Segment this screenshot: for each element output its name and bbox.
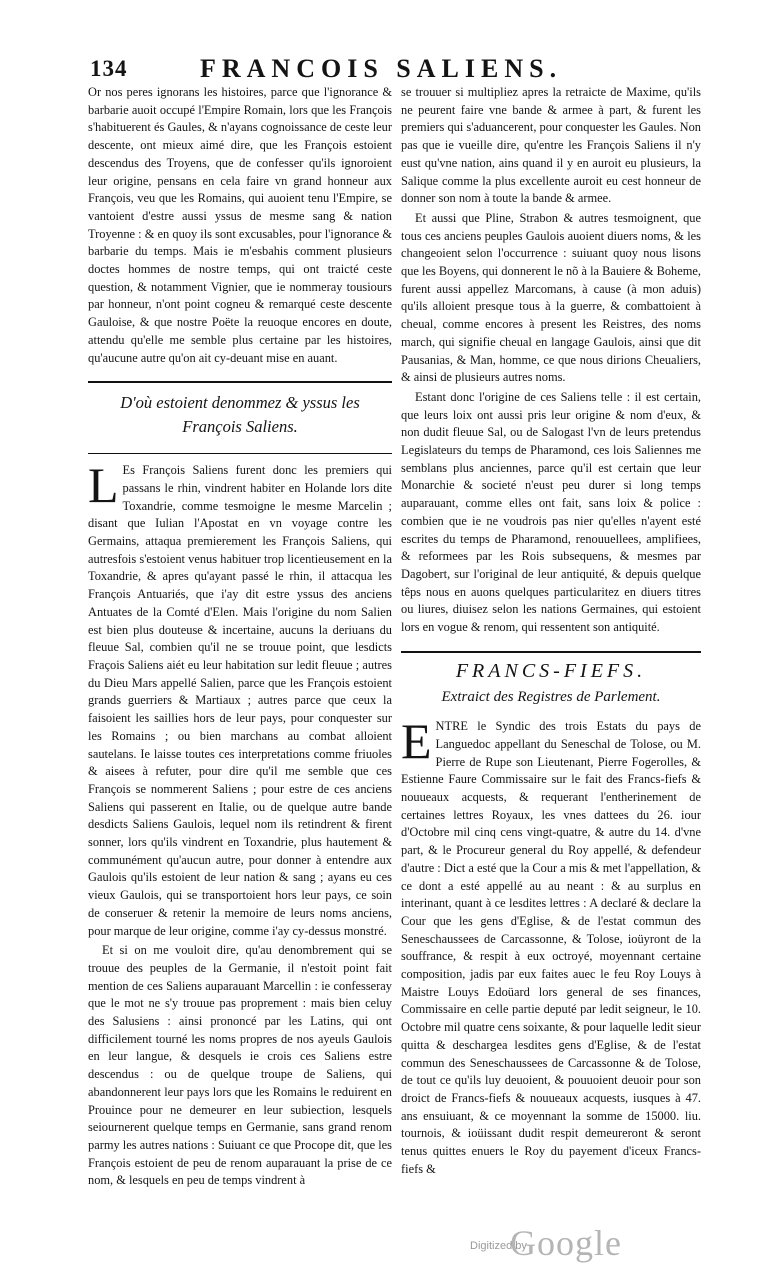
intro-paragraph: Or nos peres ignorans les histoires, parce que l'ignorance & barbarie auoit occupé l'Empire Romain, lors que les François s'habituerent és Gaules, & n'ayans cognoissance de ceste leur descente, ont mieux aimé dire, que les François estoient descendus des Troyens, que de confesser qu'ils ignoroient leur origine, pensans en cela faire vn grand honneur aux François, veu que les Romains, qui auoient tenu l'Empire, se vantoient d'estre aussi yssus de mesme sang & nation Troyenne : & en quoy ils sont excusables, pour l'ignorance & barbarie du temps. Mais ie m'esbahis comment plusieurs doctes hommes de nostre temps, qui ont traicté ceste question, & notamment Vignier, que ie nommeray tousiours par honneur, n'ont point cogneu & remarqué ceste descente Gauloise, & que nostre Poëte la reuoque encores en doute, attendu qu'elle me semble plus certaine par les histoires, qu'aucune autre qu'on ait cy-deuant mise en auant. <box>88 85 392 365</box>
section-divider <box>401 651 701 653</box>
body-paragraph <box>401 713 701 1178</box>
paragraph-text: NTRE le Syndic des trois Estats du pays de Languedoc appellant du Seneschal de Tolose, ou M. Pierre de Rupe son Lieutenant, Pierre Fogerolles, & Estienne Faure Commissaire sur le fait des Francs-fiefs & nouueaux acquests, & requerant l'entherinement de certaines lettres Royaux, les vnes dattees du 26. iour d'Octobre mil cinq cens vingt-quatre, & autre du 14. d'vne part, & le Procureur general du Roy appellé, & defendeur d'autre : Dict a esté que la Cour a mis & met l'appellation, & ce dont a esté appellé au au neant : & au surplus en interinant, quant à ce lesdites lettres : A declaré & declare la Cour que les gens d'Eglise, & de l'estat commun des Seneschaussees de Carcassonne, & Tolose, ioüyront de la souffrance, & respit à eux octroyé, moyennant certaine composition, jadis par eux faites auec le feu Roy Louys à Maistre Louys Edoüard lors general de ses finances, Commissaire en celle partie deputé par ledit seigneur, le 10. Octobre mil quatre cens soixante, & pour laquelle ledit sieur quitta & deschargea lesdites gens d'Eglise, & de l'estat commun des Seneschaussees de Carcassonne & de Tolose, de tout ce qu'ils luy deuoient, & pouuoient deuoir pour son droict de Francs-fiefs & nouueaux acquests, iusques à 47. ans ensuiuant, & ce moyennant la somme de 15000. liu. tournois, & ioüissant dudit respit demeureront & seront tenus quittes enuers le Roy du payement d'iceux Francs-fiefs & <box>401 719 701 1176</box>
paragraph-text: Es François Saliens furent donc les premiers qui passans le rhin, vindrent habiter en Holande lors dite Toxandrie, comme tesmoigne le mesme Marcelin ; disant que Iulian l'Apostat en vn voyage contre les Germains, attaqua premierement les François Saliens, qui autresfois s'estoient venus habituer trop licentieusement en la Toxandrie, & apres qu'ayant passé le rhin, il attacqua les François Antuariés, que i'ay dit estre yssus des anciens Antuates de la Comté d'Elen. Mais l'origine du nom Salien est bien plus douteuse & incertaine, aucuns la deriuans du fleuue Sal, combien qu'il ne se trouue point, que lesdicts Fraçois Saliens aiét eu leur habitation sur ledit fleuue ; autres du Dieu Mars appellé Salien, parce que les François estoient grands guerriers & Martiaux ; autres parce que ceux la faisoient les saillies hors de leur pays, pour conquester sur les Romains ; ou bien marchans au combat alloient sautelans. Ie laisse toutes ces interpretations comme friuoles & aisees à refuter, pour dire qu'il me semble que ces François se nommerent Saliens ; pour estre de ces anciens Saliens qui passerent en Italie, ou de quelque autre bande desdicts Saliens Gaulois, lequel nom ils retindrent & firent sonner, lors qu'ils vindrent en Toxandrie, plus hautement & communément qu'aucun autre, pour donner à entendre aux Gaulois qu'ils estoient de leur nation & sang ; ayans eu ces vieux Gaulois, qui se transportoient hors leur pays, ce soin de conseruer & retenir la memoire de leurs noms anciens, pour marque de leur origine, comme i'ay cy-dessus monstré. <box>88 463 392 938</box>
digitized-watermark <box>470 1223 660 1266</box>
running-title: FRANCOIS SALIENS. <box>200 54 563 83</box>
section-title-francs-fiefs: FRANCS-FIEFS. <box>455 659 647 682</box>
page-header <box>90 56 690 86</box>
body-paragraph: Et si on me vouloit dire, qu'au denombrement qui se trouue des peuples de la Germanie, il n'estoit point fait mention de ces Saliens auparauant Marcellin : ie confesseray que le mot ne s'y trouue pas proprement : mais bien celuy des Salusiens : ainsi prononcé par les Latins, qui ont difficilement tourné les noms propres de nos ayeuls Gaulois en leur langue, & desquels ie crois ces Saliens estre descendus : ou de quelque troupe de Saliens, qui abandonnerent leur pays lors que les Romains le reduirent en Prouince pour ne demeurer en leur subiection, lesquels seiournerent quelque temps en Germanie, sans grand renom parmy les autres nations : Suiuant ce que Procope dit, que les François estoient de peu de renom auparauant la prise de ce nom, & lesquels en peu de temps vindrent à <box>88 943 392 1188</box>
body-paragraph: Et aussi que Pline, Strabon & autres tesmoignent, que tous ces anciens peuples Gaulois auoient diuers noms, & les changeoient selon l'occurrence : suiuant quoy nous lisons que les Boyens, qui donnerent le nõ à la Bauiere & Boheme, furent aussi appellez Marcomans, à cause (à mon aduis) qu'ils alloient presque tous à la guerre, & combattoient à cheual, comme encores à present les Reistres, des noms march, qui signifie cheual en langage Gaulois, ainsi que dit Pausanias, & Man, homme, ce que nous dirions Cheualiers, & ainsi de plusieurs autres noms. <box>401 210 701 385</box>
right-column <box>401 84 701 1180</box>
section-title-saliens: D'où estoient denommez & yssus les François Saliens. <box>120 393 360 437</box>
google-logo: Google <box>510 1223 622 1263</box>
digitized-by-label: Digitized by <box>470 1240 527 1252</box>
left-column <box>88 84 392 1192</box>
section-divider-thin <box>88 453 392 454</box>
section-subtitle: Extraict des Registres de Parlement. <box>441 688 661 705</box>
page-number: 134 <box>90 56 128 81</box>
drop-cap: E <box>401 713 432 770</box>
drop-cap: L <box>88 457 119 514</box>
body-paragraph: se trouuer si multipliez apres la retraicte de Maxime, qu'ils ne peurent faire vne bande & armee à part, & furent les premiers qui s'aduancerent, pour conquester les Gaules. Non pas que ie vueille dire, qu'entre les François Saliens il n'y eust qu'vne nation, ains quand il y en auroit eu plusieurs, la Salique comme la plus excellente auroit eu cest honneur de donner son nom à toute la bande & armee. <box>401 85 701 206</box>
section-divider <box>88 381 392 383</box>
body-paragraph <box>88 457 392 940</box>
body-paragraph: Estant donc l'origine de ces Saliens telle : il est certain, que leurs loix ont aussi pris leur origine & nom d'eux, & non dudit fleuue Sal, ou de Salogast l'vn de leurs pretendus Legislateurs du temps de Pharamond, ces lois Saliennes me semblans plus anciennes, parce qu'il est certain que leur Monarchie & societé n'eust peu durer si long temps auparauant, comme elles ont fait, sans loix & police : combien que ie ne voudrois pas nier qu'elles n'ayent esté escrites du temps de Pharamond, renouuellees, amplifiees, & reformees par les Rois subsequens, & mesmes par Dagobert, sur l'original de leur antiquité, & depuis quelque têps nous en auons quelques particularitez en diuers titres ou liures, diuisez selon les nations Germaines, qui estoient lors en vogue & renom, qui ressentent son antiquité. <box>401 389 701 635</box>
